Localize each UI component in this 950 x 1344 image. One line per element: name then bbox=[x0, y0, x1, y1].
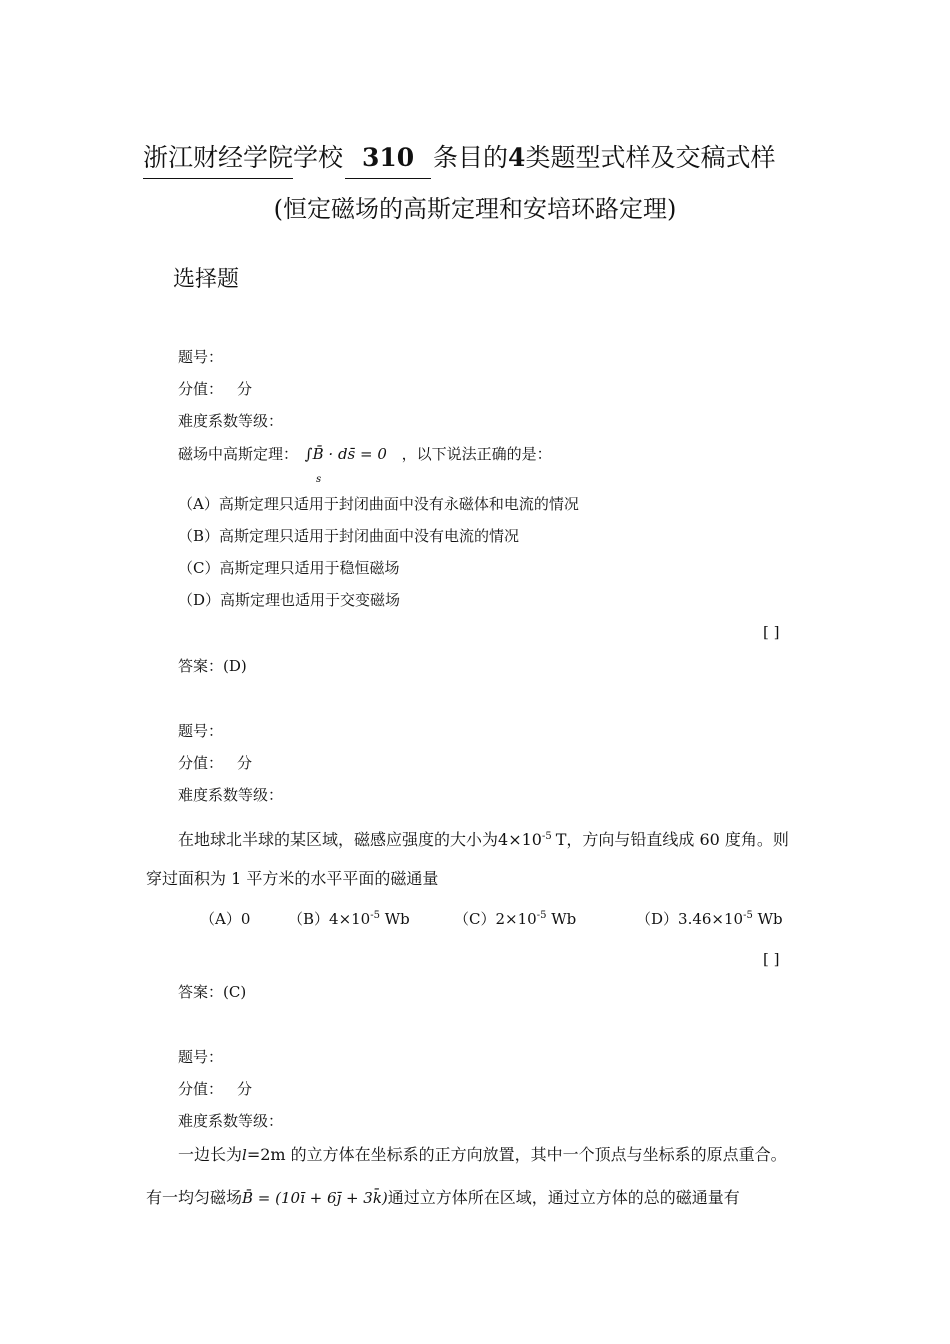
q2-stem-text-a: 在地球北半球的某区域，磁感应强度的大小为 bbox=[178, 830, 499, 849]
title-rest-after: 类题型式样及交稿式样 bbox=[525, 143, 776, 172]
q3-stem-text-a: 一边长为 bbox=[178, 1145, 243, 1164]
q1-answer-bracket: [ ] bbox=[763, 623, 780, 641]
q2-answer-bracket: [ ] bbox=[763, 950, 780, 968]
q2-score-label: 分值： bbox=[178, 754, 224, 772]
q3-difficulty-label: 难度系数等级： bbox=[178, 1112, 284, 1130]
q2-option-c-unit: Wb bbox=[551, 910, 577, 928]
q2-number-label: 题号： bbox=[178, 722, 224, 740]
document-title bbox=[143, 138, 775, 179]
q2-option-d-exponent: -5 bbox=[743, 910, 753, 921]
q1-stem-suffix: ，以下说法正确的是： bbox=[401, 445, 552, 463]
q1-answer: 答案：(D) bbox=[178, 657, 247, 675]
q3-field-formula: B̄ = (10ī + 6j̄ + 3k̄) bbox=[242, 1189, 388, 1207]
q2-stem-line1 bbox=[178, 827, 789, 850]
q1-number-label: 题号： bbox=[178, 348, 224, 366]
q2-stem-text-b: T，方向与铅直线成 60 度角。则 bbox=[555, 830, 789, 849]
title-school-name: 浙江财经学院 bbox=[143, 143, 293, 179]
q3-stem-line2 bbox=[146, 1185, 740, 1208]
q2-field-value: 4×10 bbox=[498, 830, 542, 849]
q3-stem-text-c: 有一均匀磁场 bbox=[146, 1188, 243, 1207]
q3-stem-text-d: 通过立方体所在区域，通过立方体的总的磁通量有 bbox=[387, 1188, 740, 1207]
q2-option-a: （A）0 bbox=[200, 910, 251, 928]
q2-option-d-label: （D） bbox=[636, 910, 679, 928]
q3-stem-line1 bbox=[178, 1142, 787, 1165]
document-subtitle: (恒定磁场的高斯定理和安培环路定理) bbox=[273, 195, 677, 223]
title-code: 310 bbox=[345, 143, 431, 179]
title-number: 4 bbox=[508, 143, 526, 172]
section-title: 选择题 bbox=[173, 267, 240, 292]
q1-option-c: （C）高斯定理只适用于稳恒磁场 bbox=[178, 559, 400, 577]
q2-option-b-value: 4×10 bbox=[329, 910, 371, 928]
q1-option-a: （A）高斯定理只适用于封闭曲面中没有永磁体和电流的情况 bbox=[178, 495, 579, 513]
q2-stem-line2: 穿过面积为 1 平方米的水平平面的磁通量 bbox=[146, 869, 439, 888]
title-school-word: 学校 bbox=[293, 143, 344, 172]
q2-option-d bbox=[636, 908, 783, 929]
q1-stem-prefix: 磁场中高斯定理： bbox=[178, 445, 299, 463]
q1-option-d: （D）高斯定理也适用于交变磁场 bbox=[178, 591, 401, 609]
q2-difficulty-label: 难度系数等级： bbox=[178, 786, 284, 804]
q1-score-line bbox=[178, 378, 252, 399]
q2-option-d-unit: Wb bbox=[757, 910, 783, 928]
q3-stem-text-b: =2m 的立方体在坐标系的正方向放置，其中一个顶点与坐标系的原点重合。 bbox=[246, 1145, 787, 1164]
q2-option-b-unit: Wb bbox=[384, 910, 410, 928]
q2-score-line bbox=[178, 752, 252, 773]
title-rest-before: 条目的 bbox=[433, 143, 509, 172]
q1-difficulty-label: 难度系数等级： bbox=[178, 412, 284, 430]
q3-number-label: 题号： bbox=[178, 1048, 224, 1066]
q2-option-d-value: 3.46×10 bbox=[678, 910, 744, 928]
q1-integral-subscript: s bbox=[316, 474, 322, 485]
q1-score-unit: 分 bbox=[237, 380, 253, 398]
q2-option-c bbox=[454, 908, 576, 929]
q2-option-c-label: （C） bbox=[454, 910, 496, 928]
q1-stem bbox=[178, 443, 552, 464]
q1-formula: ∫B̄ · ds̄ = 0 bbox=[304, 445, 387, 463]
q1-score-label: 分值： bbox=[178, 380, 224, 398]
q2-option-b-exponent: -5 bbox=[370, 910, 380, 921]
q2-option-b-label: （B） bbox=[288, 910, 330, 928]
q3-score-unit: 分 bbox=[237, 1080, 253, 1098]
q2-answer: 答案：(C) bbox=[178, 983, 247, 1001]
q3-score-label: 分值： bbox=[178, 1080, 224, 1098]
q2-field-exponent: -5 bbox=[541, 831, 552, 842]
q2-option-c-exponent: -5 bbox=[536, 910, 547, 921]
q3-score-line bbox=[178, 1078, 252, 1099]
q2-option-c-value: 2×10 bbox=[495, 910, 537, 928]
q1-option-b: （B）高斯定理只适用于封闭曲面中没有电流的情况 bbox=[178, 527, 520, 545]
q2-option-b bbox=[288, 908, 410, 929]
q3-length-symbol: l bbox=[242, 1146, 247, 1164]
q2-score-unit: 分 bbox=[237, 754, 253, 772]
